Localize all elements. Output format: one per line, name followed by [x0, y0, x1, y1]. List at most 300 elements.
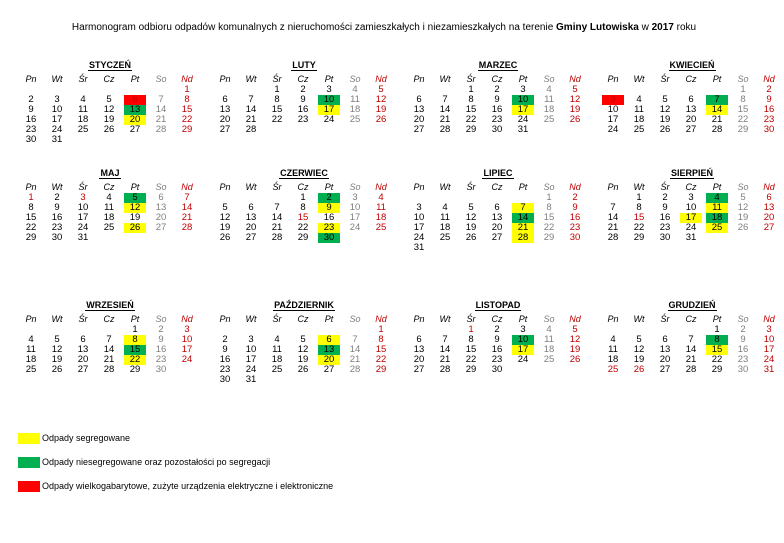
day-cell: 23	[155, 354, 167, 365]
day-cell: 11	[78, 104, 88, 115]
day-cell: 12	[465, 212, 477, 223]
day-cell: 18	[271, 354, 283, 365]
weekday-label: Pt	[712, 182, 722, 192]
day-cell	[316, 125, 342, 135]
day-cell: 2	[318, 193, 340, 203]
day-cell: 1	[274, 84, 280, 95]
week-row	[18, 135, 202, 145]
day-cell: 4	[80, 94, 86, 105]
day-cell: 24	[517, 354, 529, 365]
weekday-header	[212, 314, 396, 325]
weekday-header	[18, 314, 202, 325]
day-cell: 28	[711, 124, 723, 135]
day-cell: 21	[271, 222, 283, 233]
day-cell: 16	[25, 114, 37, 125]
day-cell: 20	[219, 114, 231, 125]
weekday-label: Pn	[25, 314, 37, 324]
day-cell: 1	[636, 192, 642, 203]
day-cell: 22	[25, 222, 37, 233]
day-cell: 29	[737, 124, 749, 135]
day-cell: 26	[124, 223, 146, 233]
day-cell: 10	[763, 334, 775, 345]
day-cell: 20	[413, 354, 425, 365]
day-cell: 1	[132, 324, 138, 335]
day-cell	[174, 135, 200, 145]
day-cell	[148, 135, 174, 145]
day-cell: 15	[25, 212, 37, 223]
day-cell: 9	[572, 202, 578, 213]
day-cell	[96, 135, 122, 145]
month-block	[212, 60, 396, 135]
day-cell: 18	[349, 104, 361, 115]
month-name	[18, 168, 202, 179]
day-cell: 18	[77, 114, 89, 125]
weekday-label: Nd	[569, 182, 581, 192]
day-cell: 20	[491, 222, 503, 233]
legend-swatch	[18, 433, 40, 444]
week-row	[600, 233, 784, 243]
day-cell: 25	[439, 232, 451, 243]
day-cell: 28	[155, 124, 167, 135]
weekday-label: Śr	[272, 74, 282, 84]
day-cell: 9	[158, 334, 164, 345]
weekday-label: Pt	[518, 182, 528, 192]
weekday-label: So	[349, 314, 361, 324]
day-cell: 8	[706, 335, 728, 345]
weekday-label: Pt	[130, 74, 140, 84]
day-cell: 27	[129, 124, 141, 135]
legend-swatch	[18, 481, 40, 492]
day-cell: 26	[569, 354, 581, 365]
day-cell: 28	[439, 124, 451, 135]
weekday-label: Nd	[181, 182, 193, 192]
day-cell: 14	[245, 104, 257, 115]
day-cell: 17	[51, 114, 63, 125]
weekday-label: Nd	[763, 74, 775, 84]
day-cell: 8	[378, 334, 384, 345]
day-cell	[510, 243, 536, 253]
day-cell: 1	[468, 84, 474, 95]
day-cell: 29	[375, 364, 387, 375]
day-cell: 21	[181, 212, 193, 223]
day-cell: 10	[51, 104, 63, 115]
day-cell	[316, 375, 342, 385]
day-cell: 12	[297, 344, 309, 355]
day-cell: 30	[25, 134, 37, 145]
day-cell: 20	[245, 222, 257, 233]
day-cell: 14	[706, 105, 728, 115]
day-cell: 13	[413, 104, 425, 115]
day-cell: 25	[271, 364, 283, 375]
day-cell	[264, 125, 290, 135]
day-cell: 25	[375, 222, 387, 233]
day-cell: 24	[517, 114, 529, 125]
weekday-label: Wt	[439, 182, 451, 192]
day-cell: 26	[103, 124, 115, 135]
day-cell: 23	[51, 222, 63, 233]
title-mid: w	[638, 22, 652, 33]
day-cell: 3	[248, 334, 254, 345]
day-cell	[536, 365, 562, 375]
month-block	[406, 300, 590, 375]
title-municipality: Gminy Lutowiska	[556, 22, 639, 33]
weekday-label: So	[737, 182, 749, 192]
week-row	[406, 243, 590, 253]
day-cell: 5	[378, 84, 384, 95]
day-cell: 20	[685, 114, 697, 125]
weekday-label: Nd	[375, 74, 387, 84]
day-cell: 1	[740, 84, 746, 95]
day-cell: 5	[572, 84, 578, 95]
weekday-label: Pt	[518, 314, 528, 324]
day-cell: 8	[740, 94, 746, 105]
day-cell: 19	[103, 114, 115, 125]
day-cell	[484, 243, 510, 253]
month-block	[600, 168, 784, 243]
day-cell	[290, 125, 316, 135]
weekday-label: Wt	[51, 314, 63, 324]
day-cell: 22	[737, 114, 749, 125]
day-cell: 23	[219, 364, 231, 375]
day-cell: 8	[300, 202, 306, 213]
day-cell: 26	[633, 364, 645, 375]
week-row	[18, 125, 202, 135]
day-cell	[562, 125, 588, 135]
month-name-text: LUTY	[292, 60, 316, 70]
weekday-label: Cz	[297, 182, 309, 192]
day-cell: 19	[51, 354, 63, 365]
day-cell: 28	[349, 364, 361, 375]
weekday-label: Nd	[569, 74, 581, 84]
day-cell: 9	[766, 94, 772, 105]
day-cell: 22	[375, 354, 387, 365]
day-cell: 31	[517, 124, 529, 135]
weekday-label: Nd	[569, 314, 581, 324]
day-cell: 30	[569, 232, 581, 243]
day-cell: 22	[271, 114, 283, 125]
month-name-text: CZERWIEC	[280, 168, 328, 178]
weekday-label: So	[155, 314, 167, 324]
day-cell: 14	[439, 104, 451, 115]
weekday-label: Pt	[324, 74, 334, 84]
weekday-label: Cz	[297, 314, 309, 324]
month-name	[600, 60, 784, 71]
day-cell: 12	[633, 344, 645, 355]
day-cell: 2	[54, 192, 60, 203]
weekday-label: Cz	[685, 74, 697, 84]
day-cell: 7	[706, 95, 728, 105]
day-cell: 3	[688, 192, 694, 203]
day-cell: 9	[300, 94, 306, 105]
day-cell: 6	[688, 94, 694, 105]
day-cell: 7	[442, 334, 448, 345]
day-cell: 14	[181, 202, 193, 213]
day-cell: 13	[219, 104, 231, 115]
day-cell: 6	[318, 335, 340, 345]
day-cell: 1	[714, 324, 720, 335]
day-cell: 15	[465, 344, 477, 355]
day-cell: 19	[297, 354, 309, 365]
day-cell: 5	[300, 334, 306, 345]
day-cell: 22	[543, 222, 555, 233]
day-cell: 1	[468, 324, 474, 335]
day-cell: 5	[54, 334, 60, 345]
weekday-label: Śr	[78, 182, 88, 192]
week-row	[212, 115, 396, 125]
weekday-label: Wt	[51, 74, 63, 84]
day-cell: 7	[688, 334, 694, 345]
day-cell: 29	[711, 364, 723, 375]
day-cell: 13	[124, 105, 146, 115]
day-cell: 1	[184, 84, 190, 95]
day-cell: 4	[546, 84, 552, 95]
day-cell: 10	[77, 202, 89, 213]
day-cell: 19	[569, 344, 581, 355]
month-name	[18, 300, 202, 311]
day-cell: 28	[685, 364, 697, 375]
day-cell	[432, 243, 458, 253]
weekday-label: Pt	[130, 314, 140, 324]
weekday-label: Nd	[763, 182, 775, 192]
day-cell: 10	[245, 344, 257, 355]
day-cell: 6	[416, 94, 422, 105]
day-cell: 2	[28, 94, 34, 105]
legend-item	[18, 456, 333, 468]
weekday-label: Wt	[439, 74, 451, 84]
day-cell: 23	[491, 354, 503, 365]
day-cell	[174, 365, 200, 375]
day-cell: 8	[468, 334, 474, 345]
day-cell: 3	[352, 192, 358, 203]
day-cell: 19	[375, 104, 387, 115]
day-cell: 6	[124, 95, 146, 105]
day-cell: 17	[512, 105, 534, 115]
weekday-label: Śr	[660, 314, 670, 324]
day-cell: 19	[659, 114, 671, 125]
day-cell: 26	[659, 124, 671, 135]
day-cell: 23	[737, 354, 749, 365]
day-cell: 15	[375, 344, 387, 355]
weekday-label: Pn	[219, 182, 231, 192]
day-cell: 3	[520, 84, 526, 95]
weekday-label: Śr	[78, 314, 88, 324]
day-cell: 17	[512, 345, 534, 355]
day-cell: 30	[155, 364, 167, 375]
day-cell: 8	[124, 335, 146, 345]
weekday-label: Nd	[763, 314, 775, 324]
day-cell: 25	[77, 124, 89, 135]
month-name	[18, 60, 202, 71]
day-cell: 16	[297, 104, 309, 115]
day-cell: 25	[607, 364, 619, 375]
day-cell: 17	[413, 222, 425, 233]
title-text: Harmonogram odbioru odpadów komunalnych z nieruchomości zamieszkałych i niezamieszkałych na terenie	[71, 22, 557, 33]
day-cell: 13	[245, 212, 257, 223]
day-cell: 17	[245, 354, 257, 365]
day-cell: 12	[569, 94, 581, 105]
day-cell	[536, 243, 562, 253]
week-row	[600, 365, 784, 375]
day-cell: 10	[685, 202, 697, 213]
weekday-label: So	[349, 74, 361, 84]
weekday-header	[406, 182, 590, 193]
day-cell	[290, 375, 316, 385]
day-cell: 3	[602, 95, 624, 105]
day-cell: 15	[706, 345, 728, 355]
weekday-label: Pn	[413, 74, 425, 84]
weekday-label: So	[543, 314, 555, 324]
day-cell: 20	[413, 114, 425, 125]
day-cell: 21	[607, 222, 619, 233]
month-block	[18, 60, 202, 145]
day-cell: 22	[465, 114, 477, 125]
day-cell: 13	[318, 345, 340, 355]
day-cell: 29	[181, 124, 193, 135]
day-cell: 26	[51, 364, 63, 375]
day-cell	[70, 135, 96, 145]
day-cell: 11	[272, 344, 282, 355]
month-name-text: MAJ	[100, 168, 120, 178]
day-cell: 20	[763, 212, 775, 223]
weekday-label: Śr	[272, 182, 282, 192]
month-name-text: KWIECIEŃ	[669, 60, 715, 70]
day-cell: 11	[350, 94, 360, 105]
day-cell: 11	[104, 202, 114, 213]
day-cell: 12	[375, 94, 387, 105]
weekday-label: Pt	[518, 74, 528, 84]
day-cell: 5	[468, 202, 474, 213]
day-cell	[458, 243, 484, 253]
day-cell: 2	[572, 192, 578, 203]
day-cell: 14	[103, 344, 115, 355]
day-cell: 18	[375, 212, 387, 223]
day-cell: 3	[326, 84, 332, 95]
day-cell: 24	[181, 354, 193, 365]
day-cell: 27	[413, 364, 425, 375]
weekday-label: Wt	[439, 314, 451, 324]
day-cell: 19	[465, 222, 477, 233]
day-cell: 16	[491, 104, 503, 115]
day-cell: 7	[512, 203, 534, 213]
day-cell: 21	[512, 223, 534, 233]
legend-swatch	[18, 457, 40, 468]
day-cell: 2	[158, 324, 164, 335]
day-cell: 24	[245, 364, 257, 375]
weekday-label: So	[543, 182, 555, 192]
month-name	[212, 300, 396, 311]
day-cell: 14	[512, 213, 534, 223]
day-cell: 20	[659, 354, 671, 365]
day-cell: 15	[181, 104, 193, 115]
day-cell: 15	[297, 212, 309, 223]
day-cell: 10	[181, 334, 193, 345]
day-cell: 10	[512, 95, 534, 105]
day-cell: 4	[636, 94, 642, 105]
month-block	[406, 60, 590, 135]
day-cell: 4	[706, 193, 728, 203]
weekday-label: Pt	[324, 182, 334, 192]
legend-item	[18, 480, 333, 492]
day-cell: 26	[737, 222, 749, 233]
weekday-label: Nd	[375, 182, 387, 192]
day-cell: 10	[607, 104, 619, 115]
day-cell: 15	[271, 104, 283, 115]
legend	[18, 432, 333, 504]
day-cell: 31	[77, 232, 89, 243]
day-cell: 16	[155, 344, 167, 355]
day-cell: 17	[607, 114, 619, 125]
day-cell: 1	[28, 192, 34, 203]
day-cell: 25	[349, 114, 361, 125]
weekday-label: Pt	[130, 182, 140, 192]
day-cell: 27	[763, 222, 775, 233]
day-cell: 2	[300, 84, 306, 95]
day-cell: 7	[158, 94, 164, 105]
month-block	[212, 300, 396, 385]
weekday-label: So	[737, 74, 749, 84]
day-cell: 26	[375, 114, 387, 125]
day-cell: 8	[546, 202, 552, 213]
month-name-text: MARZEC	[478, 60, 518, 70]
day-cell: 14	[271, 212, 283, 223]
day-cell: 23	[763, 114, 775, 125]
day-cell	[730, 233, 756, 243]
day-cell: 30	[659, 232, 671, 243]
day-cell: 23	[659, 222, 671, 233]
day-cell: 9	[54, 202, 60, 213]
day-cell: 7	[352, 334, 358, 345]
week-row	[18, 365, 202, 375]
day-cell: 27	[413, 124, 425, 135]
day-cell: 22	[181, 114, 193, 125]
weekday-label: Pn	[413, 182, 425, 192]
weekday-label: Pn	[413, 314, 425, 324]
day-cell: 21	[439, 354, 451, 365]
month-name	[600, 168, 784, 179]
week-row	[406, 365, 590, 375]
day-cell: 27	[685, 124, 697, 135]
title-year: 2017	[651, 22, 674, 33]
month-name-text: PAŹDZIERNIK	[274, 300, 334, 310]
day-cell: 27	[491, 232, 503, 243]
day-cell: 11	[26, 344, 36, 355]
day-cell: 16	[569, 212, 581, 223]
weekday-header	[600, 74, 784, 85]
legend-label: Odpady wielkogabarytowe, zużyte urządzenia elektryczne i elektroniczne	[42, 481, 334, 491]
day-cell: 16	[659, 212, 671, 223]
day-cell: 11	[376, 202, 386, 213]
day-cell: 31	[763, 364, 775, 375]
day-cell: 28	[607, 232, 619, 243]
weekday-label: So	[349, 182, 361, 192]
legend-item	[18, 432, 333, 444]
month-name-text: WRZESIEŃ	[86, 300, 134, 310]
day-cell: 20	[124, 115, 146, 125]
day-cell	[342, 375, 368, 385]
day-cell: 27	[245, 232, 257, 243]
day-cell: 3	[416, 202, 422, 213]
day-cell: 29	[297, 232, 309, 243]
day-cell: 8	[636, 202, 642, 213]
day-cell: 12	[124, 203, 146, 213]
day-cell: 22	[465, 354, 477, 365]
day-cell: 6	[158, 192, 164, 203]
day-cell: 5	[124, 193, 146, 203]
day-cell: 22	[633, 222, 645, 233]
day-cell: 18	[543, 344, 555, 355]
day-cell	[342, 125, 368, 135]
month-name	[212, 60, 396, 71]
